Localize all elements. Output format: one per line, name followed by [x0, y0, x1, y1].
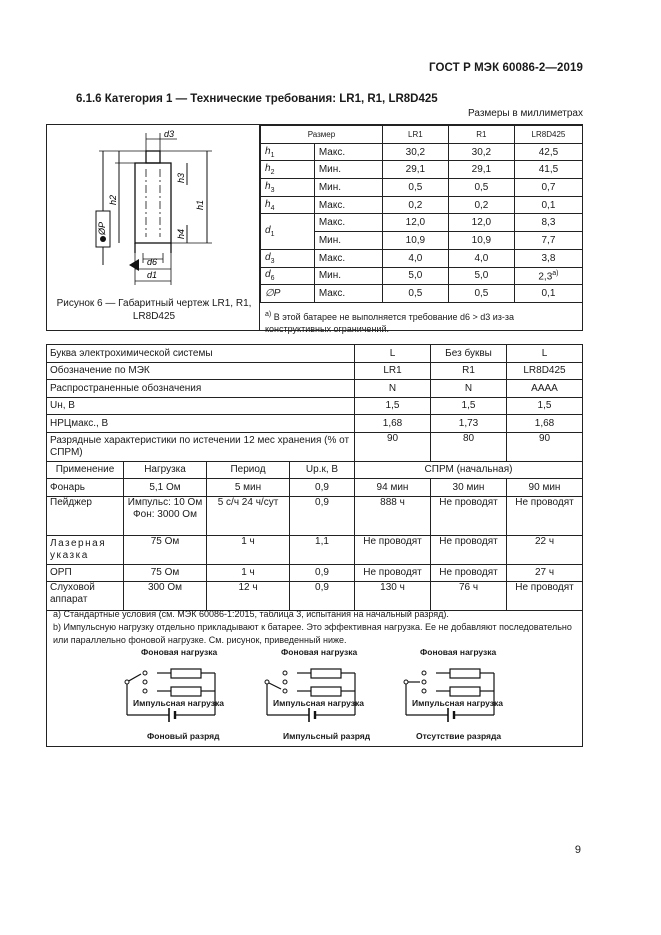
spec-row: Буква электрохимической системы L Без буквы L — [47, 345, 583, 363]
col-size: Размер — [261, 126, 383, 144]
app-row: Слуховой аппарат 300 Ом 12 ч 0,9 130 ч 76 ч Не проводят — [47, 582, 583, 611]
d6-label: d6 — [147, 257, 158, 267]
circuit-1-svg — [121, 655, 231, 730]
col-r1: R1 — [448, 126, 514, 144]
circuit-2-top: Фоновая нагрузка — [281, 647, 358, 657]
battery-body — [135, 163, 171, 243]
circuit-3-top: Фоновая нагрузка — [420, 647, 497, 657]
app-row: ОРП 75 Ом 1 ч 0,9 Не проводят Не проводят 27 ч — [47, 564, 583, 582]
h2-label: h2 — [108, 194, 118, 205]
h1-label: h1 — [195, 199, 205, 210]
dimension-table — [260, 125, 583, 303]
circuit-1-bottom: Фоновый разряд — [147, 731, 220, 741]
spec-row: Разрядные характеристики по истечении 12 мес хранения (% от СПРМ) 90 80 90 — [47, 432, 583, 461]
circuit-1-mid: Импульсная нагрузка — [133, 698, 224, 708]
dim-row: ∅P Макс. 0,5 0,5 0,1 — [261, 285, 583, 303]
circuit-2-svg — [261, 655, 371, 730]
circuit-2 — [261, 647, 371, 741]
dim-row: $d_1$ Макс. 12,0 12,0 8,3 — [261, 214, 583, 232]
battery-outline-svg — [47, 125, 259, 300]
page-number: 9 — [574, 844, 581, 856]
spec-block — [46, 344, 583, 747]
dimension-block — [46, 124, 583, 334]
circuit-2-mid: Импульсная нагрузка — [273, 698, 364, 708]
spec-row: Uн, В 1,5 1,5 1,5 — [47, 397, 583, 415]
circuit-1-top: Фоновая нагрузка — [141, 647, 218, 657]
col-lr8: LR8D425 — [514, 126, 582, 144]
app-row: Пейджер Импульс: 10 Ом Фон: 3000 Ом 5 с/ч 24 ч/сут 0,9 888 ч Не проводят Не проводят — [47, 496, 583, 535]
circuit-3-bottom: Отсутствие разряда — [416, 731, 502, 741]
reference-plane-marker — [129, 259, 139, 271]
dimension-header-row — [261, 126, 583, 144]
section-title: 6.1.6 Категория 1 — Технические требования: LR1, R1, LR8D425 — [76, 93, 438, 105]
dim-row: Мин. 10,9 10,9 7,7 — [261, 232, 583, 250]
note-a: a) Стандартные условия (см. МЭК 60086-1:2015, таблица 3, испытания на начальный разряд). — [53, 609, 449, 619]
dim-row: $h_3$ Мин. 0,5 0,5 0,7 — [261, 179, 583, 197]
battery-drawing — [47, 125, 260, 330]
figure-caption: Рисунок 6 — Габаритный чертеж LR1, R1, LR8D425 — [56, 298, 252, 322]
spec-notes — [53, 608, 579, 647]
spec-row: НРЦмакс., В 1,68 1,73 1,68 — [47, 415, 583, 433]
col-lr1: LR1 — [382, 126, 448, 144]
circuit-3-svg — [400, 655, 510, 730]
spec-table — [46, 344, 583, 611]
dim-row: $h_4$ Макс. 0,2 0,2 0,1 — [261, 196, 583, 214]
spec-row: Распространенные обозначения N N AAAA — [47, 380, 583, 398]
battery-cap — [146, 151, 160, 163]
note-b: b) Импульсную нагрузку отдельно прикладывают к батарее. Это эффективная нагрузка. Ее не добавляют последовательно или параллельно фоновой нагрузке. См. рисунок, приведенный ниже. — [53, 622, 572, 645]
h3-label: h3 — [176, 172, 186, 183]
circuit-3-mid: Импульсная нагрузка — [412, 698, 503, 708]
dimension-note: $^{a)}$ В этой батарее не выполняется требование d6 > d3 из-за конструктивных ограничений. — [265, 311, 515, 334]
app-header-row: Применение Нагрузка Период Uр.к, В СПРМ (начальная) — [47, 461, 583, 479]
circuit-1 — [121, 647, 231, 741]
dim-row: $h_2$ Мин. 29,1 29,1 41,5 — [261, 161, 583, 179]
units-note: Размеры в миллиметрах — [468, 108, 583, 119]
d1-label: d1 — [147, 270, 158, 280]
circuit-2-bottom: Импульсный разряд — [283, 731, 371, 741]
spec-row: Обозначение по МЭК LR1 R1 LR8D425 — [47, 362, 583, 380]
dim-row: $d_6$ Мин. 5,0 5,0 2,3$^{a)}$ — [261, 267, 583, 285]
dim-row: $d_3$ Макс. 4,0 4,0 3,8 — [261, 249, 583, 267]
app-row: Лазерная указка 75 Ом 1 ч 1,1 Не проводят Не проводят 22 ч — [47, 535, 583, 564]
dim-row: $h_1$ Макс. 30,2 30,2 42,5 — [261, 143, 583, 161]
app-row: Фонарь 5,1 Ом 5 мин 0,9 94 мин 30 мин 90 мин — [47, 479, 583, 497]
document-header: ГОСТ Р МЭК 60086-2—2019 — [429, 62, 583, 74]
phiP-label: ØP — [97, 221, 107, 235]
h4-label: h4 — [176, 228, 186, 239]
d3-label: d3 — [164, 129, 175, 139]
circuit-3 — [400, 647, 510, 741]
